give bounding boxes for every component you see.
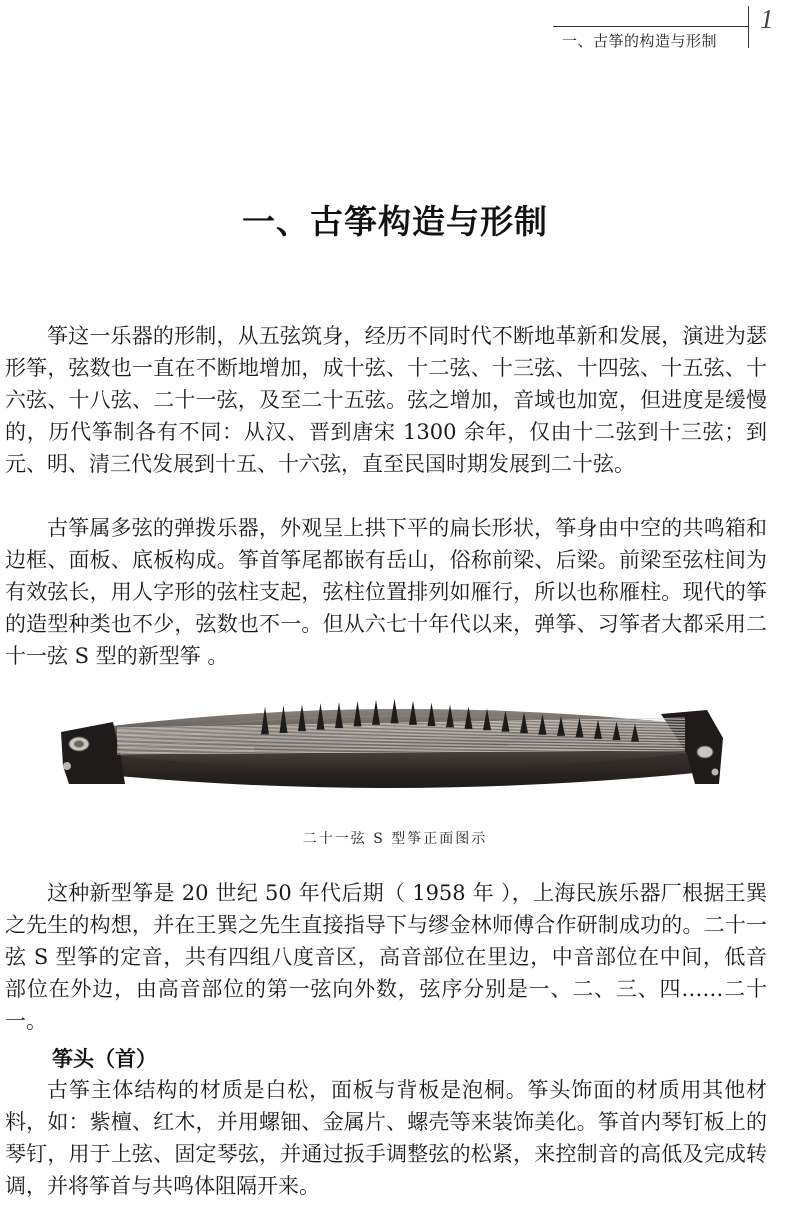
page-number: 1 bbox=[760, 4, 774, 34]
header-section-title: 一、古筝的构造与形制 bbox=[562, 32, 718, 50]
subheading-zheng-head: 筝头（首） bbox=[52, 1047, 157, 1071]
running-header bbox=[0, 0, 790, 60]
header-rule bbox=[553, 26, 749, 27]
guzheng-photo bbox=[55, 688, 735, 800]
paragraph-new-zheng: 这种新型筝是 20 世纪 50 年代后期（ 1958 年 ），上海民族乐器厂根据王巽之先生的构想，并在王巽之先生直接指导下与缪金林师傅合作研制成功的。二十一弦 S 型筝的定音，共有四组八度音区，高音部位在里边，中音部位在中间，低音部位在外边，由高音部位的第一弦向外数，弦序分别是一、二、三、四……二十一。 bbox=[5, 881, 767, 1033]
tail-inlay bbox=[697, 746, 713, 758]
header-vertical-rule bbox=[748, 6, 749, 48]
page-title: 一、古筝构造与形制 bbox=[242, 202, 548, 241]
paragraph-zheng-head: 古筝主体结构的材质是白松，面板与背板是泡桐。筝头饰面的材质用其他材料，如：紫檀、红木，并用螺钿、金属片、螺壳等来装饰美化。筝首内琴钉板上的琴钉，用于上弦、固定琴弦，并通过扳手调整弦的松紧，来控制音的高低及完成转调，并将筝首与共鸣体阻隔开来。 bbox=[5, 1078, 767, 1198]
guzheng-illustration bbox=[55, 688, 735, 800]
figure-caption: 二十一弦 S 型筝正面图示 bbox=[302, 831, 488, 847]
paragraph-structure: 古筝属多弦的弹拨乐器，外观呈上拱下平的扁长形状，筝身由中空的共鸣箱和边框、面板、底板构成。筝首筝尾都嵌有岳山，俗称前梁、后梁。前梁至弦柱间为有效弦长，用人字形的弦柱支起，弦柱位置排列如雁行，所以也称雁柱。现代的筝的造型种类也不少，弦数也不一。但从六七十年代以来，弹筝、习筝者大都采用二十一弦 S 型的新型筝 。 bbox=[5, 516, 767, 668]
paragraph-history: 筝这一乐器的形制，从五弦筑身，经历不同时代不断地革新和发展，演进为瑟形筝，弦数也一直在不断地增加，成十弦、十二弦、十三弦、十四弦、十五弦、十六弦、十八弦、二十一弦，及至二十五弦。弦之增加，音域也加宽，但进度是缓慢的，历代筝制各有不同：从汉、晋到唐宋 1300 余年，仅由十二弦到十三弦；到元、明、清三代发展到十五、十六弦，直至民国时期发展到二十弦。 bbox=[5, 324, 767, 476]
